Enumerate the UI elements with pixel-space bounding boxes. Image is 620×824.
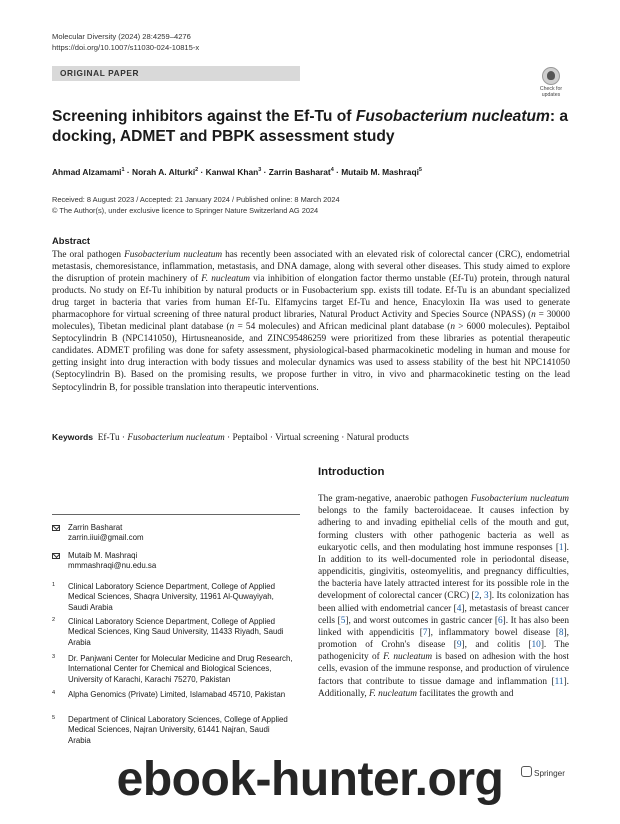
keywords-label: Keywords — [52, 432, 94, 442]
journal-citation: Molecular Diversity (2024) 28:4259–4276 — [52, 32, 191, 41]
keywords: Keywords Ef-Tu · Fusobacterium nucleatum · Peptaibol · Virtual screening · Natural products — [52, 432, 409, 443]
citation-link[interactable]: 1 — [558, 542, 564, 553]
corresponding-author-name: Mutaib M. Mashraqi — [68, 551, 138, 560]
mail-icon — [52, 553, 60, 559]
correspondence-entry — [52, 523, 300, 545]
corresponding-author-name: Zarrin Basharat — [68, 523, 123, 532]
affiliation-text: Alpha Genomics (Private) Limited, Islamabad 45710, Pakistan — [68, 690, 286, 699]
title-italic-species: Fusobacterium nucleatum — [355, 108, 550, 125]
correspondence-entry — [52, 551, 300, 573]
citation-link[interactable]: 10 — [531, 640, 541, 651]
citation-link[interactable]: 7 — [422, 627, 428, 638]
affiliation-number: 5 — [52, 715, 56, 721]
paper-title — [52, 107, 572, 147]
footnote-divider — [52, 514, 300, 515]
citation-link[interactable]: 3 — [484, 591, 489, 602]
affiliation-number: 1 — [52, 582, 56, 588]
affiliation-number: 4 — [52, 690, 56, 696]
introduction-heading: Introduction — [318, 466, 385, 478]
citation-link[interactable]: 9 — [456, 640, 462, 651]
author[interactable]: Ahmad Alzamami$^1$ — [52, 166, 125, 177]
check-updates-label: Check for updates — [539, 86, 563, 98]
author-separator: · — [336, 166, 339, 177]
received-accepted-published: Received: 8 August 2023 / Accepted: 21 January 2024 / Published online: 8 March 2024 — [52, 195, 340, 204]
abstract-heading: Abstract — [52, 235, 91, 246]
affiliation-number: 3 — [52, 654, 56, 660]
citation-link[interactable]: 4 — [456, 603, 462, 614]
publication-dates — [52, 195, 572, 216]
journal-header — [52, 31, 199, 53]
author[interactable]: Mutaib M. Mashraqi$^5$ — [341, 166, 422, 177]
keyword: Ef-Tu — [97, 433, 120, 443]
author-separator: · — [200, 166, 204, 177]
affiliation-text: Clinical Laboratory Science Department, College of Applied Medical Sciences, King Saud University, 11433 Riyadh, Saudi Arabia — [68, 617, 284, 647]
section-label: ORIGINAL PAPER — [52, 66, 300, 81]
author[interactable]: Kanwal Khan$^3$ — [205, 166, 262, 177]
citation-link[interactable]: 2 — [474, 591, 480, 602]
affiliation-number: 2 — [52, 617, 56, 623]
keyword: Natural products — [346, 433, 409, 443]
citation-link[interactable]: 5 — [340, 615, 346, 626]
check-for-updates-badge[interactable] — [536, 67, 566, 101]
keyword: Peptaibol — [232, 433, 268, 443]
keyword: Fusobacterium nucleatum — [127, 433, 225, 443]
citation-link[interactable]: 8 — [558, 627, 564, 638]
keyword: Virtual screening — [275, 433, 339, 443]
corresponding-author-email[interactable]: mmmashraqi@nu.edu.sa — [68, 561, 157, 570]
doi-link[interactable]: https://doi.org/10.1007/s11030-024-10815-x — [52, 43, 200, 52]
watermark: ebook-hunter.org — [116, 753, 504, 806]
affiliation-text: Department of Clinical Laboratory Sciences, College of Applied Medical Sciences, Najran University, 61441 Najran, Saudi Arabia — [68, 715, 288, 745]
title-text-end: : a docking, ADMET and PBPK assessment study — [52, 108, 569, 145]
citation-link[interactable]: 6 — [497, 615, 503, 626]
author-separator: · — [126, 166, 130, 177]
citation-link[interactable]: 11 — [554, 676, 564, 687]
check-updates-icon — [542, 67, 560, 85]
author[interactable]: Norah A. Alturki$^2$ — [132, 166, 199, 177]
title-text: Screening inhibitors against the Ef-Tu of — [52, 108, 356, 125]
affiliation-text: Dr. Panjwani Center for Molecular Medicine and Drug Research, International Center for Chemical and Biological Sciences, University of Karachi, Karachi 75270, Pakistan — [68, 654, 293, 684]
mail-icon — [52, 525, 60, 531]
author[interactable]: Zarrin Basharat$^4$ — [268, 166, 334, 177]
corresponding-author-email[interactable]: zarrin.iiui@gmail.com — [68, 533, 144, 542]
introduction-body: The gram-negative, anaerobic pathogen Fusobacterium nucleatum belongs to the family bacteroidaceae. It causes infection by adhering to and invading epithelial cells of the mouth and gut, forming clusters with other pathogenic bacteria as well as eukaryotic cells, and then modulating host immune responses [1]. In addition to its well-documented role in periodontal disease, appendicitis, gingivitis, osteomyelitis, and pregnancy difficulties, the bacteria have lately attracted interest for its possible role in the development of colorectal cancer (CRC) [2, 3]. Its colonization has been allied with endometrial cancer [4], metastasis of breast cancer cells [5], and worst outcomes in gastric cancer [6]. It has also been linked with appendicitis [7], inflammatory bowel disease [8], promotion of Crohn's disease [9], and colitis [10]. The pathogenicity of F. nucleatum is based on adhesion with the host cells, evasion of the immune response, and production of virulence factors that contribute to tissue damage and inflammation [11]. Additionally, F. nucleatum facilitates the growth and — [318, 494, 569, 699]
publisher-name: Springer — [534, 769, 565, 778]
affiliation-text: Clinical Laboratory Science Department, College of Applied Medical Sciences, Shaqra University, 11961 Al-Quwayiyah, Saudi Arabia — [68, 582, 276, 612]
author-separator: · — [263, 166, 267, 177]
abstract-body: The oral pathogen Fusobacterium nucleatum has recently been associated with an elevated risk of colorectal cancer (CRC), endometrial metastasis, chemoresistance, inflammation, metastasis, and DNA damage, along with several other diseases. This study aimed to explore the disruption of protein machinery of F. nucleatum via inhibition of elongation factor thermo unstable (Ef-Tu) protein, through natural products. No study on Ef-Tu inhibition by natural products or in Fusobacterium spp. exists till todate. Ef-Tu is an abundant specialized drug target in bacteria that varies from human Ef-Tu. Elfamycins target Ef-Tu and hence, Enacyloxin IIa was used to generate pharmacophore for virtual screening of three natural product libraries, Natural Product Activity and Species Source (NPASS) (n = 30000 molecules), Tibetan medicinal plant database (n = 54 molecules) and African medicinal plant database (n > 6000 molecules). Peptaibol Septocylindrin B (NPC141050), Hirtusneanoside, and ZINC95486259 were prioritized from these libraries as potential therapeutic candidates. ADMET profiling was done for safety assessment, physiological-based pharmacokinetic modeling in human and mouse for getting insight into drug interaction with body tissues and molecular dynamics was used to assess stability of the best hit NPC141050 (Septocylindrin B). Based on the promising results, we propose further in vitro, in vivo and pharmacokinetic testing on the lead Septocylindrin B, for possible translation into therapeutic interventions. — [52, 250, 570, 393]
author-list — [52, 165, 572, 178]
copyright-line: © The Author(s), under exclusive licence to Springer Nature Switzerland AG 2024 — [52, 205, 319, 215]
